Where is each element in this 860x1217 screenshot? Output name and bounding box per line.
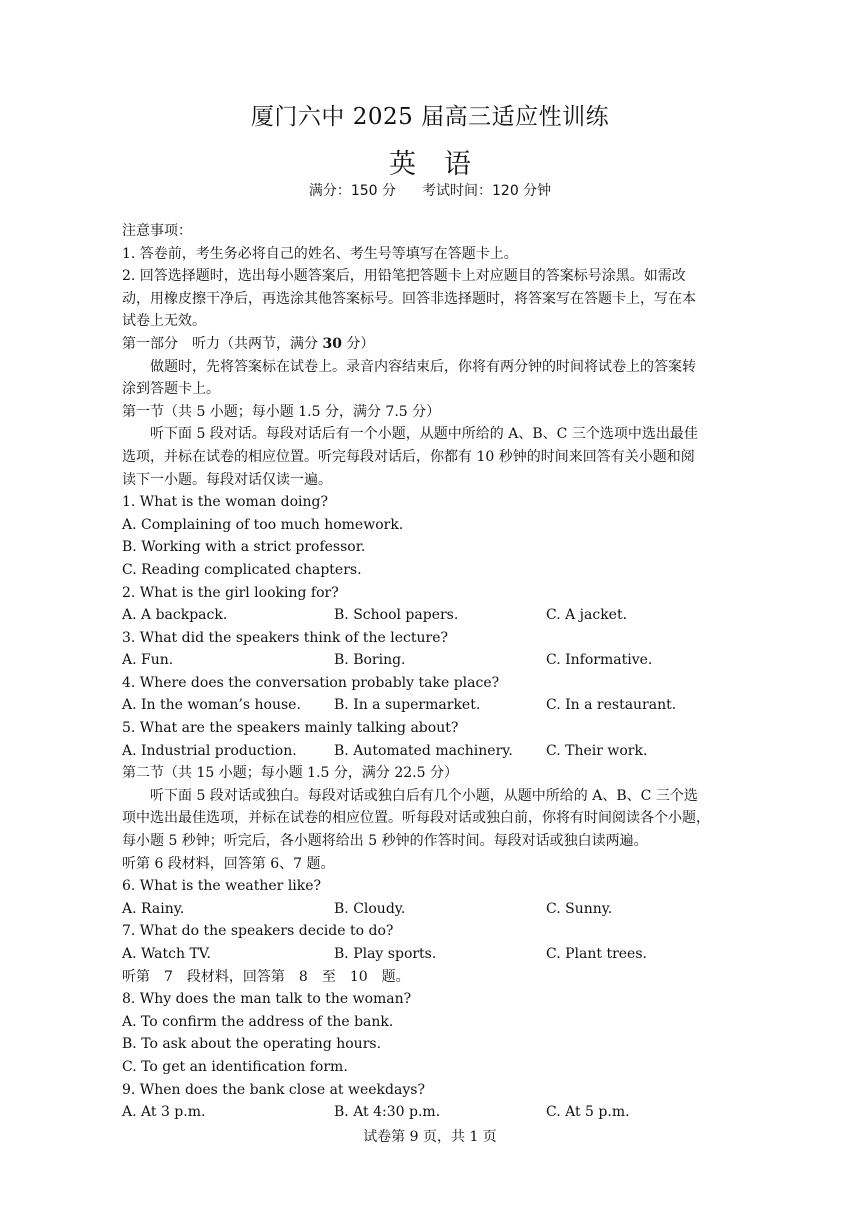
part1-heading-suffix: 分）	[341, 335, 375, 352]
question-9: 9. When does the bank close at weekdays?	[122, 1081, 425, 1098]
question-6-option-b: B. Cloudy.	[334, 900, 406, 917]
part1-intro-line-1: 做题时，先将答案标在试卷上。录音内容结束后，你将有两分钟的时间将试卷上的答案转	[150, 358, 696, 375]
question-3-option-b: B. Boring.	[334, 652, 406, 669]
exam-title: 厦门六中 2025 届高三适应性训练	[250, 104, 610, 130]
question-6-options	[122, 898, 747, 921]
exam-meta	[0, 180, 860, 200]
question-1-option-b: B. Working with a strict professor.	[122, 539, 366, 556]
question-5-option-c: C. Their work.	[546, 742, 648, 759]
section2-heading: 第二节（共 15 小题；每小题 1.5 分，满分 22.5 分）	[122, 765, 458, 782]
section1-intro-line-3: 读下一小题。每段对话仅读一遍。	[122, 471, 332, 488]
notice-item-2-line-2: 动，用橡皮擦干净后，再选涂其他答案标号。回答非选择题时，将答案写在答题卡上，写在本	[122, 290, 696, 307]
notice-item-1: 1. 答卷前，考生务必将自己的姓名、考生号等填写在答题卡上。	[122, 245, 518, 262]
notice-item-2-line-3: 试卷上无效。	[122, 313, 206, 330]
question-3: 3. What did the speakers think of the lecture?	[122, 629, 448, 646]
question-4-option-a: A. In the woman’s house.	[122, 697, 301, 714]
question-9-options	[122, 1101, 747, 1124]
section2-intro-line-3: 每小题 5 秒钟；听完后，各小题将给出 5 秒钟的作答时间。每段对话或独白读两遍。	[122, 833, 648, 850]
question-4-option-c: C. In a restaurant.	[546, 697, 677, 714]
question-7: 7. What do the speakers decide to do?	[122, 923, 394, 940]
section1-intro-line-1: 听下面 5 段对话。每段对话后有一个小题，从题中所给的 A、B、C 三个选项中选出最佳	[150, 426, 698, 443]
notice-heading: 注意事项：	[122, 223, 192, 239]
page-footer: 试卷第 9 页，共 1 页	[363, 1129, 497, 1145]
question-7-option-c: C. Plant trees.	[546, 946, 647, 962]
question-8-option-c: C. To get an identification form.	[122, 1058, 348, 1075]
question-3-option-c: C. Informative.	[546, 652, 653, 669]
section2-intro-line-2: 项中选出最佳选项，并标在试卷的相应位置。听每段对话或独白前，你将有时间阅读各个小题，	[122, 810, 710, 827]
part1-heading-score: 30	[322, 335, 342, 352]
question-7-options	[122, 943, 747, 966]
full-score: 满分：150 分	[308, 183, 396, 199]
question-6-option-a: A. Rainy.	[122, 900, 185, 917]
question-8-option-a: A. To confirm the address of the bank.	[122, 1013, 394, 1030]
question-2-options	[122, 604, 747, 627]
section1-intro-line-2: 选项，并标在试卷的相应位置。听完每段对话后，你都有 10 秒钟的时间来回答有关小题和阅	[122, 448, 695, 465]
question-5-options	[122, 740, 747, 763]
question-4: 4. Where does the conversation probably take place?	[122, 674, 500, 691]
question-5-option-b: B. Automated machinery.	[334, 742, 513, 759]
exam-time: 考试时间：120 分钟	[422, 183, 552, 199]
question-9-option-b: B. At 4:30 p.m.	[334, 1104, 441, 1121]
part1-intro-line-2: 涂到答题卡上。	[122, 381, 220, 398]
question-5: 5. What are the speakers mainly talking about?	[122, 720, 459, 737]
question-9-option-c: C. At 5 p.m.	[546, 1104, 630, 1121]
part1-heading-prefix: 第一部分 听力（共两节，满分	[122, 335, 323, 352]
question-2: 2. What is the girl looking for?	[122, 584, 339, 601]
question-1: 1. What is the woman doing?	[122, 494, 328, 511]
question-2-option-a: A. A backpack.	[122, 607, 228, 624]
section2-intro-line-1: 听下面 5 段对话或独白。每段对话或独白后有几个小题，从题中所给的 A、B、C 三个选	[150, 787, 698, 804]
question-2-option-c: C. A jacket.	[546, 607, 628, 624]
question-4-option-b: B. In a supermarket.	[334, 697, 481, 714]
question-6: 6. What is the weather like?	[122, 878, 322, 895]
question-8: 8. Why does the man talk to the woman?	[122, 991, 412, 1008]
question-7-option-a: A. Watch TV.	[122, 946, 211, 962]
question-1-option-a: A. Complaining of too much homework.	[122, 516, 404, 533]
subject-title: 英语	[389, 149, 499, 180]
notice-item-2-line-1: 2. 回答选择题时，选出每小题答案后，用铅笔把答题卡上对应题目的答案标号涂黑。如需改	[122, 268, 686, 285]
question-3-options	[122, 649, 747, 672]
part1-heading	[122, 333, 747, 356]
section1-heading: 第一节（共 5 小题；每小题 1.5 分，满分 7.5 分）	[122, 403, 441, 420]
exam-body	[122, 220, 747, 1124]
question-8-option-b: B. To ask about the operating hours.	[122, 1036, 382, 1053]
question-9-option-a: A. At 3 p.m.	[122, 1104, 206, 1121]
question-7-option-b: B. Play sports.	[334, 946, 437, 962]
question-4-options	[122, 694, 747, 717]
material-7-instruction: 听第 7 段材料，回答第 8 至 10 题。	[122, 968, 410, 985]
material-6-instruction: 听第 6 段材料，回答第 6、7 题。	[122, 855, 335, 872]
question-2-option-b: B. School papers.	[334, 607, 459, 624]
question-3-option-a: A. Fun.	[122, 652, 174, 669]
question-5-option-a: A. Industrial production.	[122, 742, 297, 759]
question-1-option-c: C. Reading complicated chapters.	[122, 561, 362, 578]
question-6-option-c: C. Sunny.	[546, 900, 613, 917]
